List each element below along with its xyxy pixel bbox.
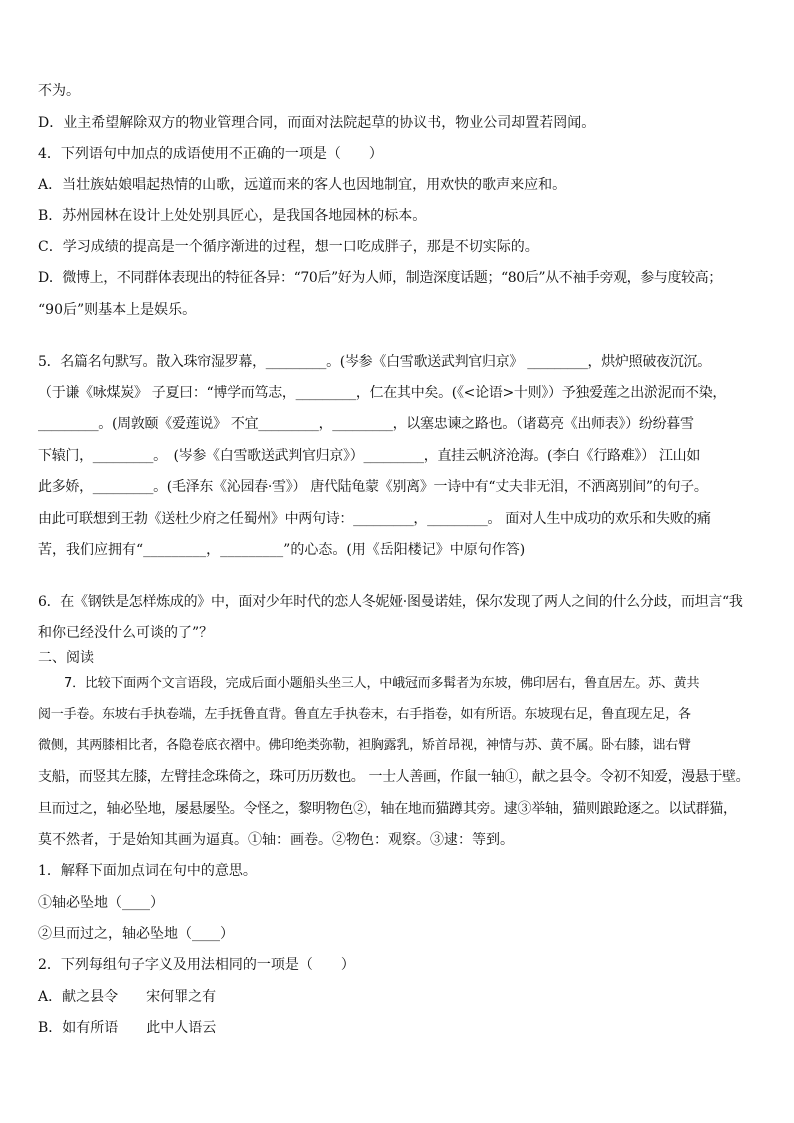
text-line: 不为。 [38,83,80,99]
text-line: “90后”则基本上是娱乐。 [38,302,197,318]
subquestion-2: 2．下列每组句子字义及用法相同的一项是（ ） [38,957,355,973]
option-a-q4: A．当壮族姑娘唱起热情的山歌，远道而来的客人也因地制宜，用欢快的歌声来应和。 [38,177,567,193]
blank-item-2: ②旦而过之，轴必坠地（____） [38,926,234,942]
passage-line: 旦而过之，轴必坠地，屡悬屡坠。令怪之，黎明物色②，轴在地而猫蹲其旁。逮③举轴，猫则踉跄逐之。以试群猫， [38,801,737,817]
question-5: 5．名篇名句默写。散入珠帘湿罗幕，_________。(岑参《白雪歌送武判官归京》 _________，烘炉照破夜沉沉。 [38,354,711,370]
option-b-q4: B．苏州园林在设计上处处别具匠心，是我国各地园林的标本。 [38,208,427,224]
passage-line: 阅一手卷。东坡右手执卷端，左手抚鲁直背。鲁直左手执卷末，右手指卷，如有所语。东坡现右足，鲁直现左足，各 [38,707,691,722]
text-line: 和你已经没什么可谈的了”？ [38,625,214,641]
text-line: 下辕门，_________。 (岑参《白雪歌送武判官归京》）_________，直挂云帆济沧海。(李白《行路难》） 江山如 [38,448,701,464]
option-b-sub2: B．如有所语 此中人语云 [38,1020,217,1036]
text-line: （于谦《咏煤炭》 子夏曰：“博学而笃志，_________，仁在其中矣。(《<论语>十则》）予独爱莲之出淤泥而不染， [38,385,727,401]
section-heading: 二、阅读 [38,650,94,666]
question-4: 4．下列语句中加点的成语使用不正确的一项是（ ） [38,146,383,162]
option-a-sub2: A．献之县令 宋何罪之有 [38,989,217,1005]
text-line: _________。(周敦颐《爱莲说》 不宜_________，_________，以塞忠谏之路也。（诸葛亮《出师表》）纷纷暮雪 [38,416,694,432]
text-line: 苦，我们应拥有“_________，_________”的心态。(用《岳阳楼记》中原句作答) [38,542,526,558]
passage-line: 支船，而竖其左膝，左臂挂念珠倚之，珠可历历数也。 一士人善画，作鼠一轴①，献之县令。令初不知爱，漫悬于壁。 [38,769,750,785]
text-line: 由此可联想到王勃《送杜少府之任蜀州》中两句诗：_________，_________。 面对人生中成功的欢乐和失败的痛 [38,511,711,527]
option-c-q4: C．学习成绩的提高是一个循序渐进的过程，想一口吃成胖子，那是不切实际的。 [38,239,539,255]
option-d-q3: D．业主希望解除双方的物业管理合同，而面对法院起草的协议书，物业公司却置若罔闻。 [38,115,596,131]
question-6: 6．在《钢铁是怎样炼成的》中，面对少年时代的恋人冬妮娅·图曼诺娃，保尔发现了两人之间的什么分歧，而坦言“我 [38,594,743,610]
passage-line: 莫不然者，于是始知其画为逼真。①轴：画卷。②物色：观察。③逮：等到。 [38,832,514,848]
passage-line: 微侧，其两膝相比者，各隐卷底衣褶中。佛印绝类弥勒，袒胸露乳，矫首昂视，神情与苏、黄不属。卧右膝，诎右臂 [38,738,691,753]
blank-item-1: ①轴必坠地（____） [38,895,164,911]
subquestion-1: 1．解释下面加点词在句中的意思。 [38,863,257,879]
question-7: 7．比较下面两个文言语段，完成后面小题船头坐三人，中峨冠而多髯者为东坡，佛印居右，鲁直居左。苏、黄共 [64,676,700,691]
text-line: 此多娇，_________。(毛泽东《沁园春·雪》） 唐代陆龟蒙《别离》一诗中有“丈夫非无泪，不洒离别间”的句子。 [38,479,708,495]
option-d-q4: D．微博上，不同群体表现出的特征各异：“70后”好为人师，制造深度话题；“80后”从不袖手旁观，参与度较高； [38,270,722,286]
